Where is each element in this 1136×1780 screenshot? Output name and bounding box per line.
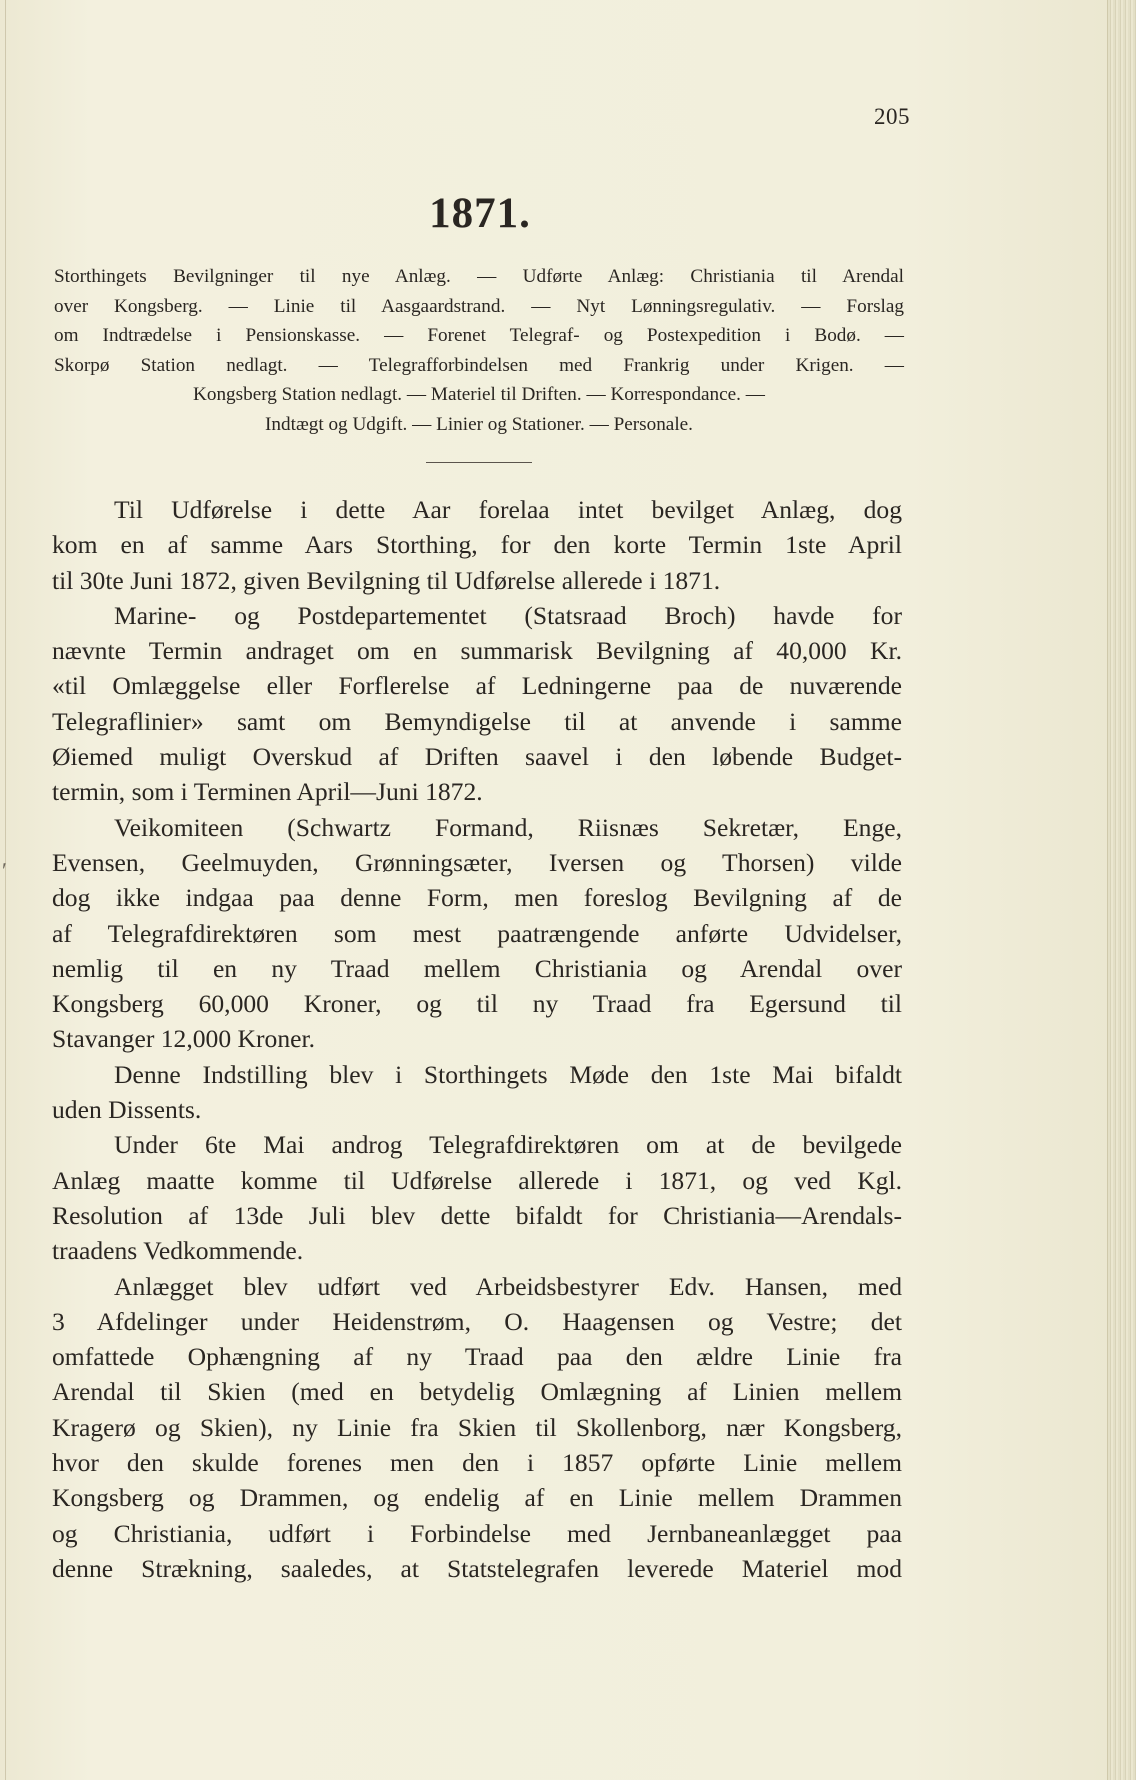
body-line: Resolution af 13de Juli blev dette bifaldt for Christiania—Arendals- (52, 1200, 902, 1230)
body-line: dog ikke indgaa paa denne Form, men foreslog Bevilgning af de (52, 883, 902, 913)
body-line: til 30te Juni 1872, given Bevilgning til Udførelse allerede i 1871. (52, 565, 721, 595)
body-line: Under 6te Mai androg Telegrafdirektøren om at de bevilgede (114, 1130, 902, 1160)
body-line: nemlig til en ny Traad mellem Christiania og Arendal over (52, 953, 902, 983)
year-heading: 1871. (429, 190, 531, 237)
body-line: Arendal til Skien (med en betydelig Omlægning af Linien mellem (52, 1377, 902, 1407)
summary-line: Skorpø Station nedlagt. — Telegrafforbindelsen med Frankrig under Krigen. — (54, 354, 904, 376)
body-line: Kongsberg 60,000 Kroner, og til ny Traad fra Egersund til (52, 989, 902, 1019)
body-text (52, 492, 902, 1586)
body-line: Til Udførelse i dette Aar forelaa intet bevilget Anlæg, dog (114, 495, 902, 524)
summary-line: Kongsberg Station nedlagt. — Materiel til Driften. — Korrespondance. — (193, 384, 765, 405)
summary-line: Storthingets Bevilgninger til nye Anlæg. — Udførte Anlæg: Christiania til Arendal (54, 266, 904, 287)
body-line: Veikomiteen (Schwartz Formand, Riisnæs Sekretær, Enge, (114, 812, 902, 842)
body-line: nævnte Termin andraget om en summarisk Bevilgning af 40,000 Kr. (52, 636, 902, 666)
body-line: hvor den skulde forenes men den i 1857 opførte Linie mellem (52, 1448, 902, 1478)
body-line: Kongsberg og Drammen, og endelig af en Linie mellem Drammen (52, 1483, 902, 1513)
body-line: og Christiania, udført i Forbindelse med Jernbaneanlægget paa (52, 1518, 902, 1548)
section-divider (426, 462, 532, 463)
body-line: Telegraflinier» samt om Bemyndigelse til at anvende i samme (52, 706, 902, 736)
body-line: denne Strækning, saaledes, at Statstelegrafen leverede Materiel mod (52, 1553, 902, 1583)
body-line: Anlægget blev udført ved Arbeidsbestyrer Edv. Hansen, med (114, 1271, 902, 1301)
body-line: omfattede Ophængning af ny Traad paa den ældre Linie fra (52, 1342, 902, 1372)
margin-mark: ʹ (2, 858, 7, 883)
body-line: Øiemed muligt Overskud af Driften saavel i den løbende Budget- (52, 742, 902, 772)
body-line: kom en af samme Aars Storthing, for den korte Termin 1ste April (52, 530, 902, 560)
chapter-summary (54, 262, 904, 439)
body-line: «til Omlæggelse eller Forflerelse af Ledningerne paa de nuværende (52, 671, 902, 701)
body-line: termin, som i Terminen April—Juni 1872. (52, 777, 483, 807)
body-line: Denne Indstilling blev i Storthingets Møde den 1ste Mai bifaldt (114, 1059, 902, 1089)
body-line: Kragerø og Skien), ny Linie fra Skien til Skollenborg, nær Kongsberg, (52, 1412, 902, 1442)
body-line: 3 Afdelinger under Heidenstrøm, O. Haagensen og Vestre; det (52, 1306, 902, 1336)
page-gutter-line (5, 0, 6, 1780)
summary-line: Indtægt og Udgift. — Linier og Stationer. — Personale. (265, 413, 693, 435)
body-line: Stavanger 12,000 Kroner. (52, 1024, 315, 1054)
body-line: Evensen, Geelmuyden, Grønningsæter, Iversen og Thorsen) vilde (52, 847, 902, 877)
body-line: af Telegrafdirektøren som mest paatrængende anførte Udvidelser, (52, 918, 902, 948)
body-line: uden Dissents. (52, 1095, 202, 1125)
summary-line: over Kongsberg. — Linie til Aasgaardstrand. — Nyt Lønningsregulativ. — Forslag (54, 295, 904, 317)
body-line: traadens Vedkommende. (52, 1236, 304, 1266)
page-number: 205 (874, 104, 910, 129)
page-edge-stack (1107, 0, 1136, 1780)
summary-line: om Indtrædelse i Pensionskasse. — Forenet Telegraf- og Postexpedition i Bodø. — (54, 325, 904, 346)
body-line: Anlæg maatte komme til Udførelse allerede i 1871, og ved Kgl. (52, 1165, 902, 1195)
body-line: Marine- og Postdepartementet (Statsraad Broch) havde for (114, 600, 902, 630)
